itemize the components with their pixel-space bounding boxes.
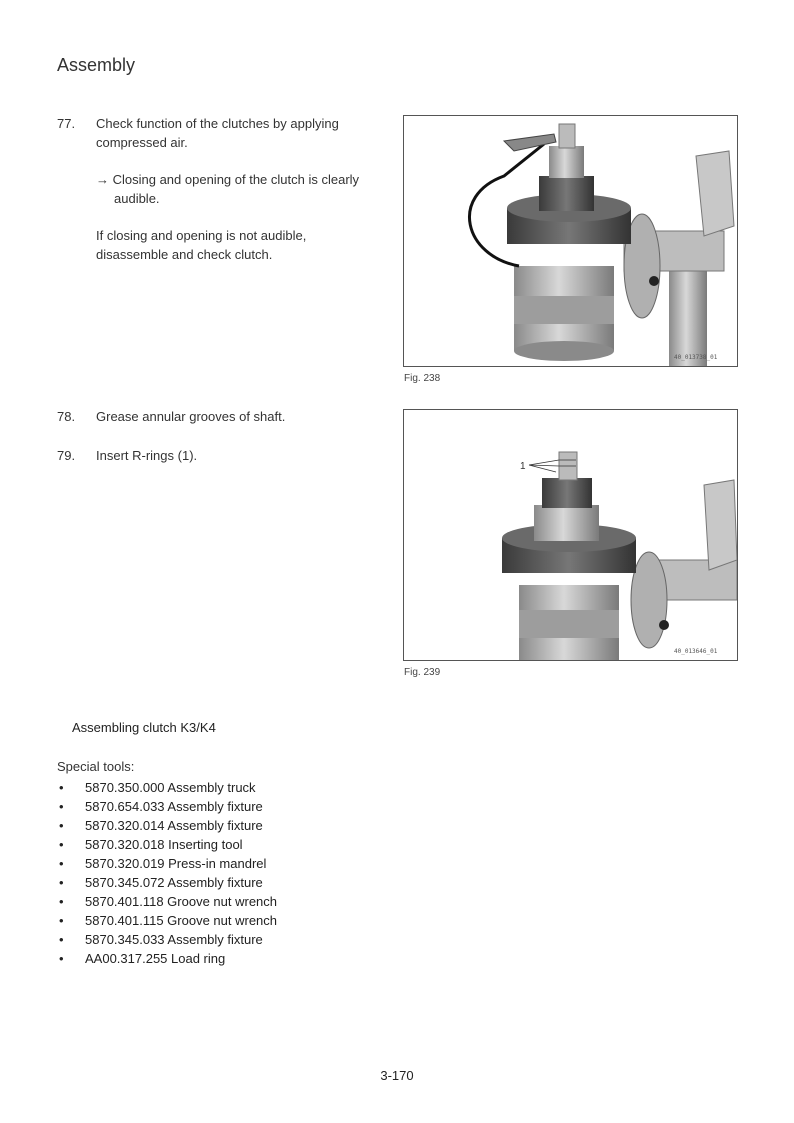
r-ring-insertion-illustration — [404, 410, 737, 660]
figure-id: 40_013738_01 — [674, 354, 718, 361]
tool-item: • 5870.401.118 Groove nut wrench — [57, 892, 277, 911]
special-tools-list — [57, 778, 277, 968]
page-title: Assembly — [57, 55, 136, 75]
page-number: 3-170 — [380, 1068, 414, 1083]
step-note: If closing and opening is not audible, disassemble and check clutch. — [96, 228, 307, 262]
tool-item: • 5870.345.072 Assembly fixture — [57, 873, 277, 892]
step-78 — [57, 407, 387, 427]
step-text: Insert R-rings (1). — [96, 448, 198, 463]
step-number: 77. — [57, 116, 76, 131]
figure-238 — [403, 115, 738, 367]
figure-id: 40_013646_01 — [674, 648, 718, 655]
tool-item: • 5870.320.018 Inserting tool — [57, 835, 277, 854]
step-number: 78. — [57, 409, 76, 424]
tool-item: • 5870.654.033 Assembly fixture — [57, 797, 277, 816]
tool-item: • 5870.320.014 Assembly fixture — [57, 816, 277, 835]
tool-item: • 5870.401.115 Groove nut wrench — [57, 911, 277, 930]
step-number: 79. — [57, 448, 76, 463]
tool-item: • 5870.320.019 Press-in mandrel — [57, 854, 277, 873]
clutch-air-test-illustration — [404, 116, 737, 366]
tool-item: • 5870.350.000 Assembly truck — [57, 778, 277, 797]
step-79 — [57, 446, 387, 466]
step-text: Grease annular grooves of shaft. — [96, 409, 286, 424]
figure-caption: Fig. 238 — [404, 373, 441, 384]
tool-item: • AA00.317.255 Load ring — [57, 949, 277, 968]
callout-label: 1 — [520, 461, 526, 472]
special-tools-label: Special tools: — [57, 759, 135, 774]
figure-239 — [403, 409, 738, 661]
step-result: → Closing and opening of the clutch is clearly audible. — [96, 172, 360, 206]
figure-caption: Fig. 239 — [404, 667, 441, 678]
section-title: Assembling clutch K3/K4 — [72, 720, 216, 735]
tool-item: • 5870.345.033 Assembly fixture — [57, 930, 277, 949]
step-77 — [57, 114, 387, 274]
step-text: Check function of the clutches by applying compressed air. — [96, 116, 339, 150]
